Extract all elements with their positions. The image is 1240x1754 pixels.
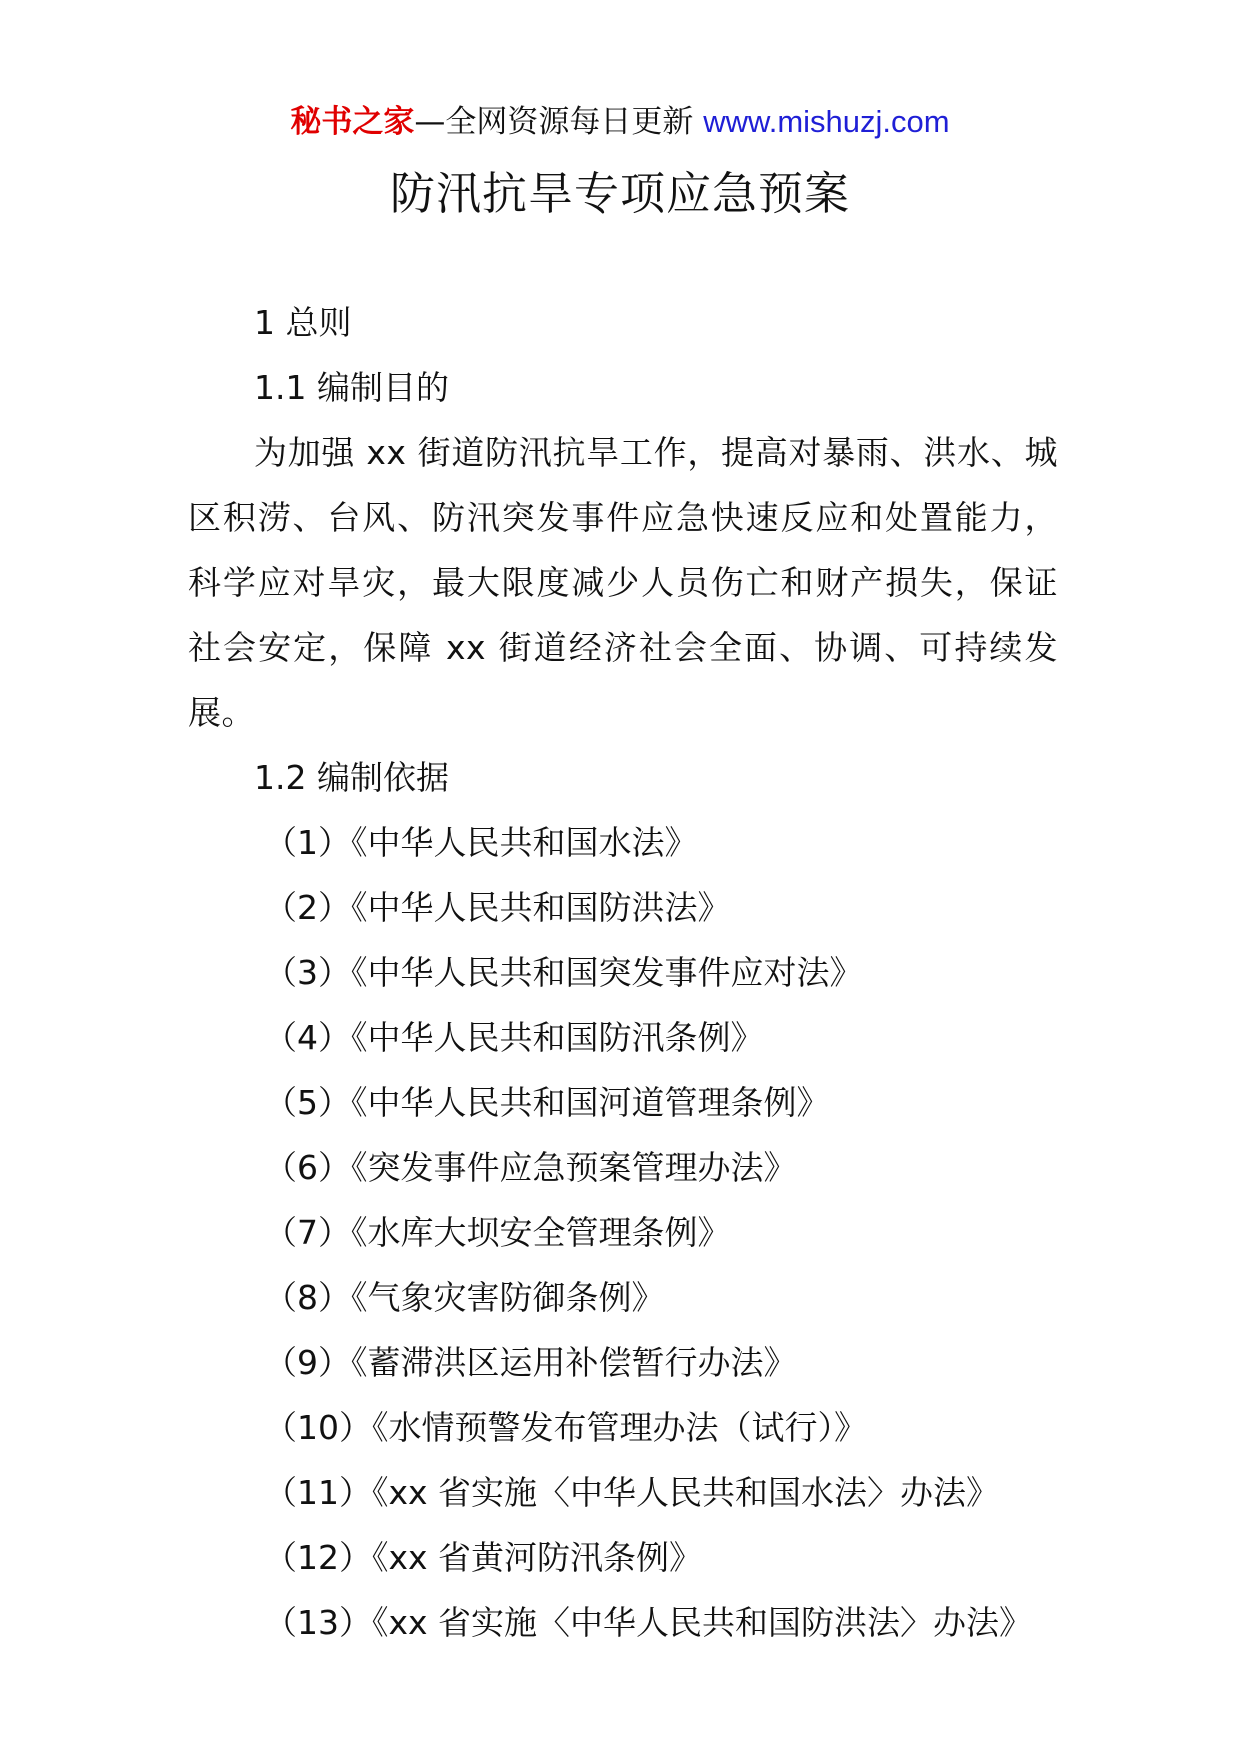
basis-list-item: （13）《xx 省实施〈中华人民共和国防洪法〉办法》	[264, 1603, 1033, 1642]
basis-list-item: （9）《蓄滞洪区运用补偿暂行办法》	[264, 1343, 797, 1382]
purpose-paragraph: 为加强 xx 街道防汛抗旱工作，提高对暴雨、洪水、城区积涝、台风、防汛突发事件应急快速反应和处置能力，科学应对旱灾，最大限度减少人员伤亡和财产损失，保证社会安定，保障 xx 街道经济社会全面、协调、可持续发展。	[188, 433, 1058, 732]
basis-list-item: （2）《中华人民共和国防洪法》	[264, 888, 731, 927]
section-heading-general: 1 总则	[254, 303, 352, 342]
basis-list-item: （1）《中华人民共和国水法》	[264, 823, 698, 862]
basis-list-item: （7）《水库大坝安全管理条例》	[264, 1213, 731, 1252]
document-title: 防汛抗旱专项应急预案	[389, 167, 850, 220]
section-heading-purpose: 1.1 编制目的	[254, 368, 449, 407]
brand-name: 秘书之家	[290, 104, 415, 140]
basis-list-item: （6）《突发事件应急预案管理办法》	[264, 1148, 797, 1187]
section-heading-basis: 1.2 编制依据	[254, 758, 449, 797]
header-slogan: —全网资源每日更新	[414, 104, 704, 140]
basis-list-item: （11）《xx 省实施〈中华人民共和国水法〉办法》	[264, 1473, 1000, 1512]
basis-list-item: （5）《中华人民共和国河道管理条例》	[264, 1083, 830, 1122]
basis-list-item: （3）《中华人民共和国突发事件应对法》	[264, 953, 863, 992]
basis-list-item: （12）《xx 省黄河防汛条例》	[264, 1538, 703, 1577]
document-body	[188, 290, 1058, 1655]
basis-list-item: （10）《水情预警发布管理办法（试行）》	[264, 1408, 867, 1447]
basis-list-item: （8）《气象灾害防御条例》	[264, 1278, 665, 1317]
site-header	[0, 100, 1240, 144]
basis-list-item: （4）《中华人民共和国防汛条例》	[264, 1018, 764, 1057]
site-url-link[interactable]: www.mishuzj.com	[703, 104, 950, 139]
